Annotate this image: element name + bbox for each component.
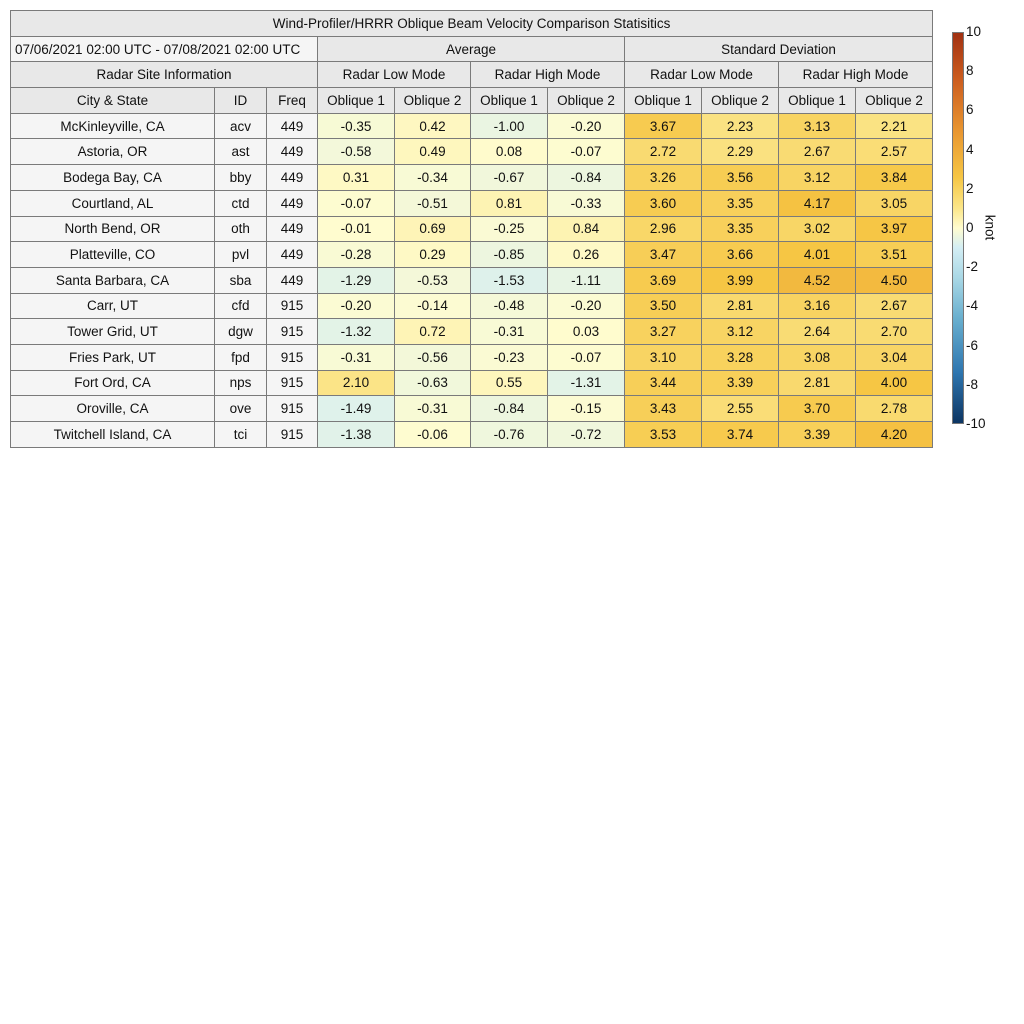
site-name-cell: Fort Ord, CA	[11, 370, 215, 396]
average-value-cell: 0.31	[318, 165, 395, 191]
colorbar-tick: -6	[966, 337, 979, 353]
average-value-cell: -0.76	[471, 422, 548, 448]
average-value-cell: -0.28	[318, 242, 395, 268]
std-value-cell: 2.23	[702, 113, 779, 139]
average-value-cell: -1.32	[318, 319, 395, 345]
std-value-cell: 4.50	[856, 267, 933, 293]
std-value-cell: 3.60	[625, 190, 702, 216]
column-header: Oblique 2	[395, 88, 471, 114]
average-value-cell: -0.07	[548, 344, 625, 370]
std-value-cell: 2.64	[779, 319, 856, 345]
std-value-cell: 3.50	[625, 293, 702, 319]
average-value-cell: -0.63	[395, 370, 471, 396]
colorbar-tick: 8	[966, 63, 974, 79]
average-value-cell: -1.29	[318, 267, 395, 293]
site-id-cell: ctd	[215, 190, 267, 216]
table-row	[11, 422, 933, 448]
std-value-cell: 3.35	[702, 216, 779, 242]
column-header: Freq	[267, 88, 318, 114]
average-value-cell: 0.49	[395, 139, 471, 165]
std-value-cell: 2.81	[702, 293, 779, 319]
std-value-cell: 2.70	[856, 319, 933, 345]
colorbar-label: knot	[982, 214, 998, 241]
frequency-cell: 449	[267, 242, 318, 268]
average-value-cell: -0.31	[318, 344, 395, 370]
std-value-cell: 3.12	[779, 165, 856, 191]
std-value-cell: 3.26	[625, 165, 702, 191]
table-row	[11, 139, 933, 165]
average-value-cell: -0.56	[395, 344, 471, 370]
frequency-cell: 449	[267, 190, 318, 216]
table-body	[11, 113, 933, 447]
site-info-header: Radar Site Information	[11, 62, 318, 88]
table-row	[11, 370, 933, 396]
frequency-cell: 449	[267, 165, 318, 191]
column-header: Oblique 2	[856, 88, 933, 114]
std-value-cell: 3.04	[856, 344, 933, 370]
frequency-cell: 449	[267, 139, 318, 165]
frequency-cell: 915	[267, 396, 318, 422]
average-value-cell: -0.31	[395, 396, 471, 422]
average-value-cell: -0.25	[471, 216, 548, 242]
colorbar-tick: -4	[966, 298, 979, 314]
frequency-cell: 915	[267, 422, 318, 448]
std-value-cell: 3.12	[702, 319, 779, 345]
average-value-cell: -0.07	[318, 190, 395, 216]
std-value-cell: 3.53	[625, 422, 702, 448]
site-id-cell: sba	[215, 267, 267, 293]
frequency-cell: 449	[267, 267, 318, 293]
colorbar	[952, 32, 964, 424]
column-header: City & State	[11, 88, 215, 114]
site-id-cell: acv	[215, 113, 267, 139]
std-value-cell: 3.13	[779, 113, 856, 139]
average-value-cell: -1.00	[471, 113, 548, 139]
std-value-cell: 2.55	[702, 396, 779, 422]
average-value-cell: -0.01	[318, 216, 395, 242]
site-id-cell: fpd	[215, 344, 267, 370]
std-value-cell: 3.84	[856, 165, 933, 191]
site-name-cell: North Bend, OR	[11, 216, 215, 242]
std-value-cell: 3.35	[702, 190, 779, 216]
site-name-cell: Oroville, CA	[11, 396, 215, 422]
table-row	[11, 113, 933, 139]
average-value-cell: -0.72	[548, 422, 625, 448]
std-value-cell: 3.08	[779, 344, 856, 370]
average-value-cell: -0.53	[395, 267, 471, 293]
site-id-cell: ast	[215, 139, 267, 165]
std-value-cell: 2.81	[779, 370, 856, 396]
std-value-cell: 3.99	[702, 267, 779, 293]
colorbar-tick: 4	[966, 141, 974, 157]
average-value-cell: 2.10	[318, 370, 395, 396]
table-row	[11, 293, 933, 319]
average-value-cell: 0.81	[471, 190, 548, 216]
std-value-cell: 4.01	[779, 242, 856, 268]
column-header: Oblique 1	[471, 88, 548, 114]
average-value-cell: -1.53	[471, 267, 548, 293]
std-value-cell: 2.78	[856, 396, 933, 422]
average-value-cell: -0.35	[318, 113, 395, 139]
site-name-cell: McKinleyville, CA	[11, 113, 215, 139]
site-id-cell: bby	[215, 165, 267, 191]
colorbar-tick: 2	[966, 180, 974, 196]
frequency-cell: 449	[267, 216, 318, 242]
site-id-cell: ove	[215, 396, 267, 422]
std-value-cell: 3.39	[702, 370, 779, 396]
average-value-cell: -0.84	[471, 396, 548, 422]
std-value-cell: 3.51	[856, 242, 933, 268]
site-name-cell: Astoria, OR	[11, 139, 215, 165]
average-group-header: Average	[318, 36, 625, 62]
std-value-cell: 3.28	[702, 344, 779, 370]
site-id-cell: nps	[215, 370, 267, 396]
column-header-row	[11, 88, 933, 114]
average-value-cell: 0.08	[471, 139, 548, 165]
std-value-cell: 4.52	[779, 267, 856, 293]
average-value-cell: -0.51	[395, 190, 471, 216]
std-value-cell: 3.44	[625, 370, 702, 396]
column-header: ID	[215, 88, 267, 114]
average-value-cell: -0.33	[548, 190, 625, 216]
frequency-cell: 915	[267, 319, 318, 345]
site-name-cell: Twitchell Island, CA	[11, 422, 215, 448]
average-value-cell: -1.49	[318, 396, 395, 422]
std-value-cell: 4.00	[856, 370, 933, 396]
column-header: Oblique 2	[548, 88, 625, 114]
average-value-cell: -0.31	[471, 319, 548, 345]
column-header: Oblique 1	[625, 88, 702, 114]
std-value-cell: 3.67	[625, 113, 702, 139]
site-id-cell: oth	[215, 216, 267, 242]
std-value-cell: 3.56	[702, 165, 779, 191]
site-name-cell: Bodega Bay, CA	[11, 165, 215, 191]
average-value-cell: 0.03	[548, 319, 625, 345]
std-low-mode-header: Radar Low Mode	[625, 62, 779, 88]
date-range: 07/06/2021 02:00 UTC - 07/08/2021 02:00 UTC	[11, 36, 318, 62]
column-header: Oblique 1	[779, 88, 856, 114]
std-value-cell: 3.10	[625, 344, 702, 370]
std-value-cell: 3.02	[779, 216, 856, 242]
std-value-cell: 3.97	[856, 216, 933, 242]
std-value-cell: 3.66	[702, 242, 779, 268]
average-value-cell: -1.31	[548, 370, 625, 396]
std-value-cell: 3.70	[779, 396, 856, 422]
std-value-cell: 2.29	[702, 139, 779, 165]
average-value-cell: -0.67	[471, 165, 548, 191]
std-value-cell: 2.96	[625, 216, 702, 242]
std-value-cell: 3.47	[625, 242, 702, 268]
avg-high-mode-header: Radar High Mode	[471, 62, 625, 88]
std-value-cell: 3.27	[625, 319, 702, 345]
average-value-cell: 0.69	[395, 216, 471, 242]
average-value-cell: -0.48	[471, 293, 548, 319]
table-row	[11, 396, 933, 422]
average-value-cell: -0.34	[395, 165, 471, 191]
std-high-mode-header: Radar High Mode	[779, 62, 933, 88]
std-value-cell: 4.17	[779, 190, 856, 216]
table-row	[11, 216, 933, 242]
std-value-cell: 3.43	[625, 396, 702, 422]
site-name-cell: Tower Grid, UT	[11, 319, 215, 345]
table-row	[11, 344, 933, 370]
std-group-header: Standard Deviation	[625, 36, 933, 62]
table-row	[11, 319, 933, 345]
average-value-cell: -0.85	[471, 242, 548, 268]
std-value-cell: 3.05	[856, 190, 933, 216]
site-name-cell: Carr, UT	[11, 293, 215, 319]
colorbar-tick: -2	[966, 259, 979, 275]
std-value-cell: 4.20	[856, 422, 933, 448]
site-name-cell: Santa Barbara, CA	[11, 267, 215, 293]
colorbar-tick: 0	[966, 220, 974, 235]
std-value-cell: 3.39	[779, 422, 856, 448]
average-value-cell: -0.20	[548, 293, 625, 319]
average-value-cell: 0.55	[471, 370, 548, 396]
colorbar-tick: 6	[966, 102, 974, 118]
average-value-cell: -0.58	[318, 139, 395, 165]
average-value-cell: 0.29	[395, 242, 471, 268]
comparison-table	[10, 10, 933, 448]
average-value-cell: 0.84	[548, 216, 625, 242]
site-name-cell: Courtland, AL	[11, 190, 215, 216]
average-value-cell: -0.84	[548, 165, 625, 191]
frequency-cell: 449	[267, 113, 318, 139]
average-value-cell: -1.11	[548, 267, 625, 293]
column-header: Oblique 2	[702, 88, 779, 114]
average-value-cell: 0.42	[395, 113, 471, 139]
average-value-cell: -0.20	[318, 293, 395, 319]
site-id-cell: pvl	[215, 242, 267, 268]
avg-low-mode-header: Radar Low Mode	[318, 62, 471, 88]
site-id-cell: cfd	[215, 293, 267, 319]
colorbar-tick: -8	[966, 376, 979, 392]
frequency-cell: 915	[267, 370, 318, 396]
average-value-cell: -0.07	[548, 139, 625, 165]
column-header: Oblique 1	[318, 88, 395, 114]
site-id-cell: dgw	[215, 319, 267, 345]
average-value-cell: -0.20	[548, 113, 625, 139]
std-value-cell: 3.16	[779, 293, 856, 319]
table-row	[11, 165, 933, 191]
std-value-cell: 2.21	[856, 113, 933, 139]
average-value-cell: 0.72	[395, 319, 471, 345]
std-value-cell: 3.74	[702, 422, 779, 448]
table-row	[11, 190, 933, 216]
site-name-cell: Platteville, CO	[11, 242, 215, 268]
site-name-cell: Fries Park, UT	[11, 344, 215, 370]
site-id-cell: tci	[215, 422, 267, 448]
table-title: Wind-Profiler/HRRR Oblique Beam Velocity Comparison Statisitics	[11, 11, 933, 37]
std-value-cell: 2.57	[856, 139, 933, 165]
colorbar-tick: 10	[966, 24, 982, 39]
table-row	[11, 267, 933, 293]
std-value-cell: 3.69	[625, 267, 702, 293]
average-value-cell: 0.26	[548, 242, 625, 268]
average-value-cell: -0.23	[471, 344, 548, 370]
average-value-cell: -0.15	[548, 396, 625, 422]
average-value-cell: -0.06	[395, 422, 471, 448]
table-row	[11, 242, 933, 268]
std-value-cell: 2.72	[625, 139, 702, 165]
average-value-cell: -0.14	[395, 293, 471, 319]
std-value-cell: 2.67	[856, 293, 933, 319]
frequency-cell: 915	[267, 344, 318, 370]
colorbar-tick: -10	[966, 416, 986, 431]
average-value-cell: -1.38	[318, 422, 395, 448]
frequency-cell: 915	[267, 293, 318, 319]
std-value-cell: 2.67	[779, 139, 856, 165]
